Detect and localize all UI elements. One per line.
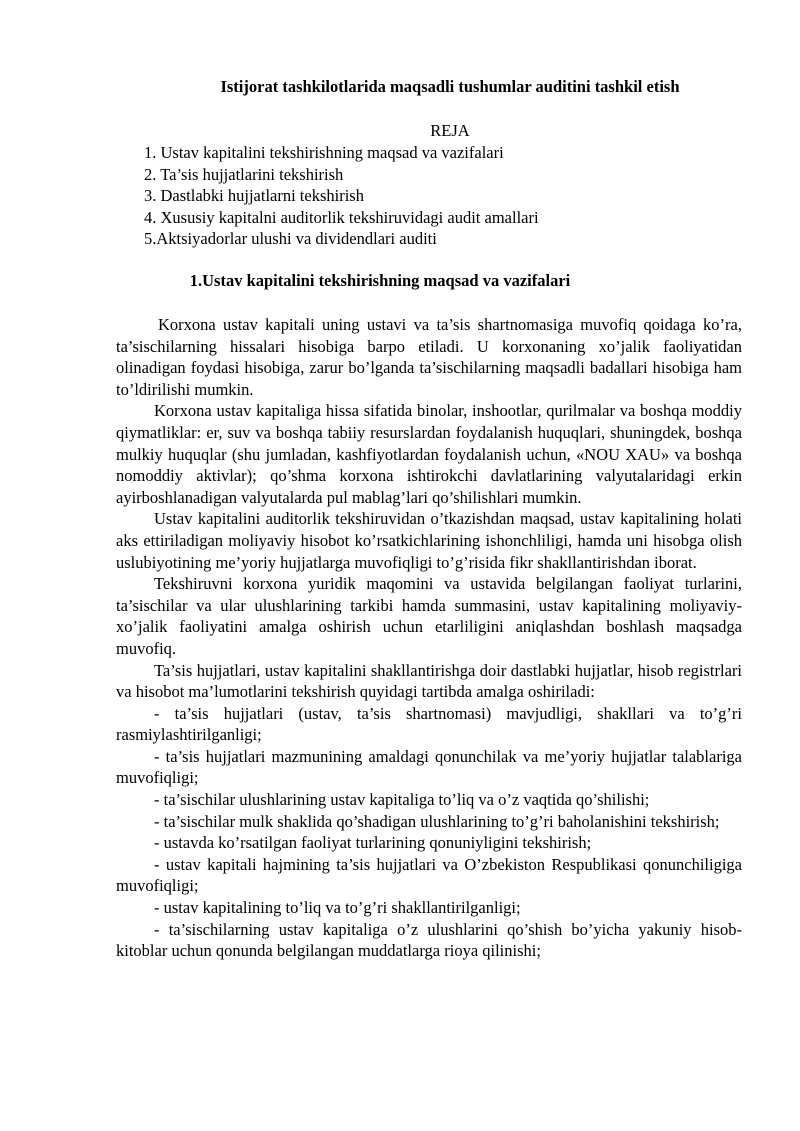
plan-heading: REJA: [430, 121, 470, 140]
paragraph: Ta’sis hujjatlari, ustav kapitalini shakllantirishga doir dastlabki hujjatlar, hisob registrlari va hisobot ma’lumotlarini tekshirish quyidagi tartibda amalga oshiriladi:: [116, 660, 742, 702]
plan-item: 3. Dastlabki hujjatlarni tekshirish: [144, 186, 364, 206]
bullet-item: - ustavda ko’rsatilgan faoliyat turlarining qonuniyligini tekshirish;: [154, 833, 592, 853]
section-heading: 1.Ustav kapitalini tekshirishning maqsad va vazifalari: [189, 271, 571, 290]
document-title: Istijorat tashkilotlarida maqsadli tushumlar auditini tashkil etish: [220, 77, 680, 96]
plan-list: [144, 142, 764, 250]
bullet-item: - ta’sis hujjatlari (ustav, ta’sis shartnomasi) mavjudligi, shakllari va to’g’ri rasmiylashtirilganligi;: [116, 703, 742, 745]
plan-item: 2. Ta’sis hujjatlarini tekshirish: [144, 164, 344, 184]
bullet-item: - ta’sis hujjatlari mazmunining amaldagi qonunchilak va me’yoriy hujjatlar talablariga muvofiqligi;: [116, 746, 742, 788]
plan-item: 4. Xususiy kapitalni auditorlik tekshiruvidagi audit amallari: [144, 207, 539, 227]
bullet-item: - ta’sischilar ulushlarining ustav kapitaliga to’liq va o’z vaqtida qo’shilishi;: [154, 790, 650, 810]
bullet-item: - ta’sischilarning ustav kapitaliga o’z ulushlarini qo’shish bo’yicha yakuniy hisob-kitoblar uchun qonunda belgilangan muddatlarga rioya qilinishi;: [116, 919, 742, 961]
bullet-item: - ta’sischilar mulk shaklida qo’shadigan ulushlarining to’g’ri baholanishini tekshirish;: [154, 811, 720, 831]
bullet-item: - ustav kapitalining to’liq va to’g’ri shakllantirilganligi;: [154, 898, 521, 918]
paragraph: Ustav kapitalini auditorlik tekshiruvidan o’tkazishdan maqsad, ustav kapitalining holati aks ettiriladigan moliyaviy hisobot ko’rsatkichlarining ishonchliligi, hamda uni hisobga olish uslubiyotining me’yoriy hujjatlarga muvofiqligi to’g’risida fikr shakllantirishdan iborat.: [116, 509, 742, 572]
bullet-item: - ustav kapitali hajmining ta’sis hujjatlari va O’zbekiston Respublikasi qonunchiligiga muvofiqligi;: [116, 854, 742, 896]
plan-item: 5.Aktsiyadorlar ulushi va dividendlari auditi: [144, 229, 437, 249]
paragraph: Tekshiruvni korxona yuridik maqomini va ustavida belgilangan faoliyat turlarini, ta’sischilar va ular ulushlarining tarkibi hamda summasini, ustav kapitalining moliyaviy-xo’jalik faoliyatini amalga oshirish uchun etarliligini aniqlashdan boshlash maqsadga muvofiq.: [116, 574, 742, 658]
body-text: [116, 314, 742, 962]
paragraph: Korxona ustav kapitali uning ustavi va ta’sis shartnomasiga muvofiq qoidaga ko’ra, ta’sischilarning hissalari hisobiga barpo etiladi. U korxonaning xo’jalik faoliyatidan olinadigan foydasi hisobiga, zarur bo’lganda ta’sischilarning maqsadli badallari hisobiga ham to’ldirilishi mumkin.: [116, 315, 742, 399]
plan-item: 1. Ustav kapitalini tekshirishning maqsad va vazifalari: [144, 143, 504, 162]
paragraph: Korxona ustav kapitaliga hissa sifatida binolar, inshootlar, qurilmalar va boshqa moddiy qiymatliklar: er, suv va boshqa tabiiy resurslardan foydalanish huquqlari, shuningdek, boshqa mulkiy huquqlar (shu jumladan, kashfiyotlardan foydalanish uchun, «NOU XAU» va boshqa nomoddiy aktivlar); qo’shma korxona ishtirokchi davlatlarining valyutalaridagi erkin ayirboshlanadigan valyutalarda pul mablag’lari qo’shilishlari mumkin.: [116, 401, 742, 507]
